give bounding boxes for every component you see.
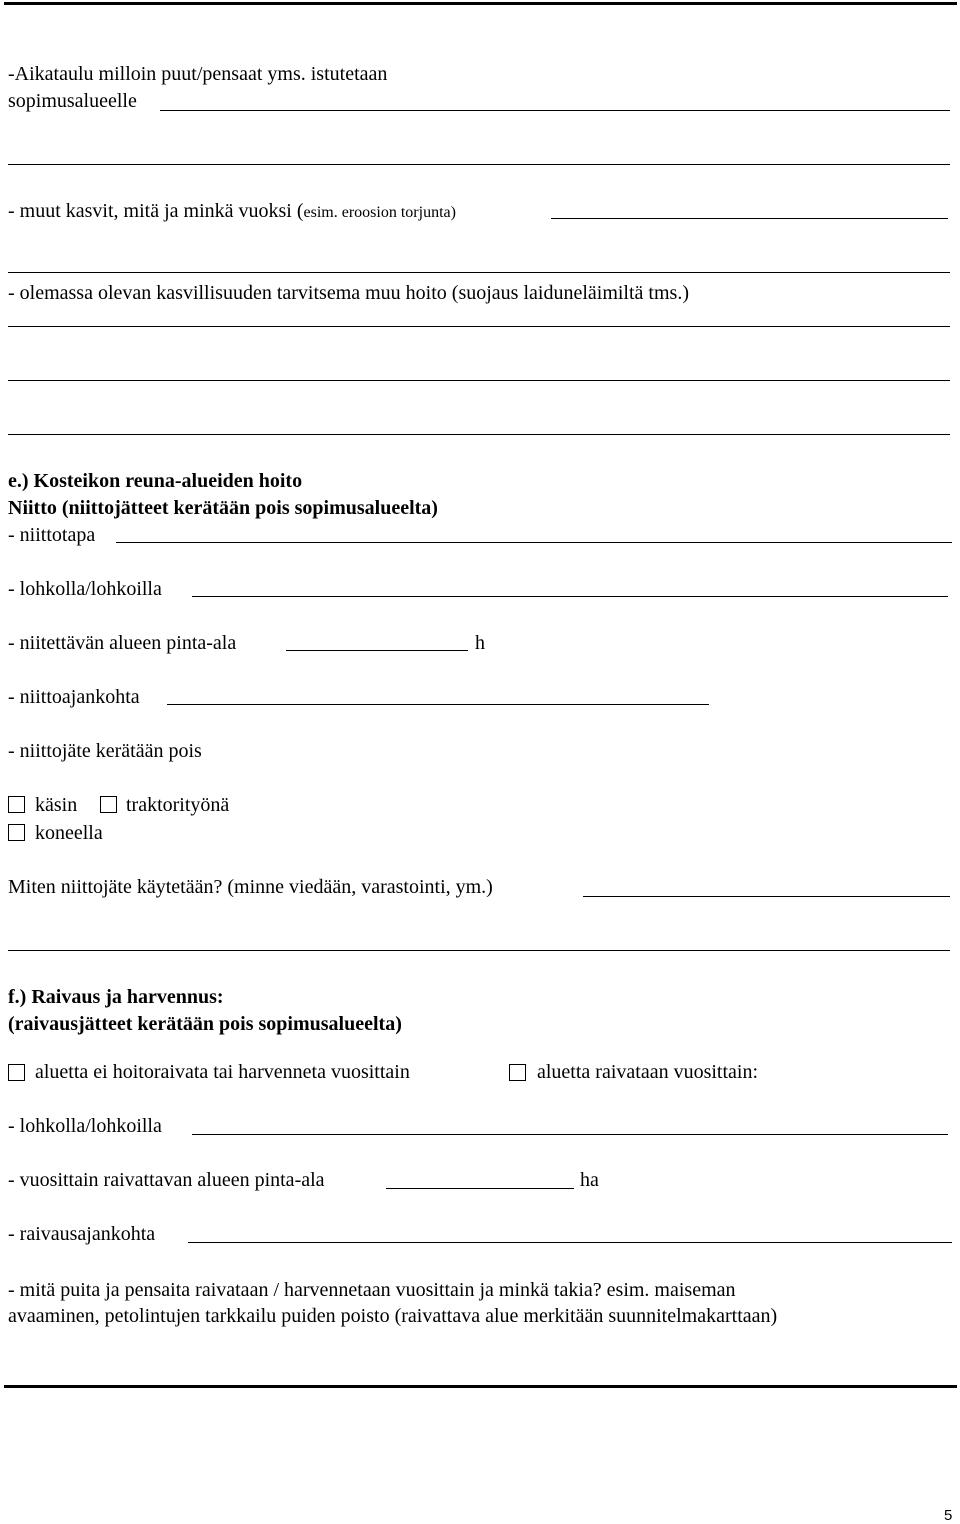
by-hand-label: käsin	[35, 794, 78, 816]
clearing-area-unit: ha	[580, 1169, 599, 1191]
clearing-parcels-field[interactable]	[192, 1134, 948, 1135]
other-plants-answer-line[interactable]	[551, 218, 948, 219]
clearing-question-line-2: avaaminen, petolintujen tarkkailu puiden poisto (raivattava alue merkitään suunnitelmakarttaan)	[8, 1305, 778, 1327]
mowing-area-field[interactable]	[286, 650, 468, 651]
schedule-line-2: sopimusalueelle	[8, 90, 137, 112]
clearing-parcels-label: - lohkolla/lohkoilla	[8, 1115, 162, 1137]
mowing-area-unit: h	[475, 632, 485, 654]
section-e-heading: e.) Kosteikon reuna-alueiden hoito	[8, 470, 303, 492]
yearly-clearing-label: aluetta raivataan vuosittain:	[537, 1061, 759, 1083]
tractor-label: traktorityönä	[126, 794, 230, 816]
clearing-question-line-1: - mitä puita ja pensaita raivataan / harvennetaan vuosittain ja minkä takia? esim. maiseman	[8, 1279, 736, 1301]
section-e-subheading: Niitto (niittojätteet kerätään pois sopimusalueelta)	[8, 497, 438, 519]
maintenance-label: - olemassa olevan kasvillisuuden tarvitsema muu hoito (suojaus laiduneläimiltä tms.)	[8, 282, 689, 304]
mowing-method-field[interactable]	[116, 542, 952, 543]
maintenance-answer-line-2[interactable]	[8, 380, 950, 381]
schedule-line-1: -Aikataulu milloin puut/pensaat yms. istutetaan	[8, 63, 388, 85]
mowing-timing-field[interactable]	[167, 704, 709, 705]
no-clearing-label: aluetta ei hoitoraivata tai harvenneta vuosittain	[35, 1061, 410, 1083]
clearing-timing-label: - raivausajankohta	[8, 1223, 156, 1245]
page-number: 5	[944, 1507, 953, 1524]
mowing-area-label: - niitettävän alueen pinta-ala	[8, 632, 237, 654]
other-plants-label: - muut kasvit, mitä ja minkä vuoksi (esim. eroosion torjunta)	[8, 200, 456, 222]
usage-answer-line[interactable]	[583, 896, 950, 897]
no-clearing-checkbox[interactable]	[8, 1064, 25, 1081]
other-plants-answer-line-2[interactable]	[8, 272, 950, 273]
top-border	[4, 2, 957, 5]
bottom-border	[4, 1385, 957, 1388]
machine-checkbox[interactable]	[8, 824, 25, 841]
clearing-area-field[interactable]	[386, 1188, 574, 1189]
clearing-area-label: - vuosittain raivattavan alueen pinta-ala	[8, 1169, 325, 1191]
section-f-heading: f.) Raivaus ja harvennus:	[8, 986, 224, 1008]
parcels-label: - lohkolla/lohkoilla	[8, 578, 162, 600]
clearing-timing-field[interactable]	[188, 1242, 952, 1243]
maintenance-answer-line-1[interactable]	[8, 326, 950, 327]
mowing-timing-label: - niittoajankohta	[8, 686, 140, 708]
parcels-field[interactable]	[192, 596, 948, 597]
yearly-clearing-checkbox[interactable]	[509, 1064, 526, 1081]
maintenance-answer-line-3[interactable]	[8, 434, 950, 435]
schedule-answer-line-2[interactable]	[8, 164, 950, 165]
by-hand-checkbox[interactable]	[8, 796, 25, 813]
mowing-method-label: - niittotapa	[8, 524, 96, 546]
machine-label: koneella	[35, 822, 103, 844]
tractor-checkbox[interactable]	[100, 796, 117, 813]
usage-question: Miten niittojäte käytetään? (minne viedään, varastointi, ym.)	[8, 876, 493, 898]
section-f-subheading: (raivausjätteet kerätään pois sopimusalueelta)	[8, 1013, 402, 1035]
schedule-answer-line[interactable]	[160, 110, 950, 111]
collection-label: - niittojäte kerätään pois	[8, 740, 202, 762]
usage-answer-line-2[interactable]	[8, 950, 950, 951]
